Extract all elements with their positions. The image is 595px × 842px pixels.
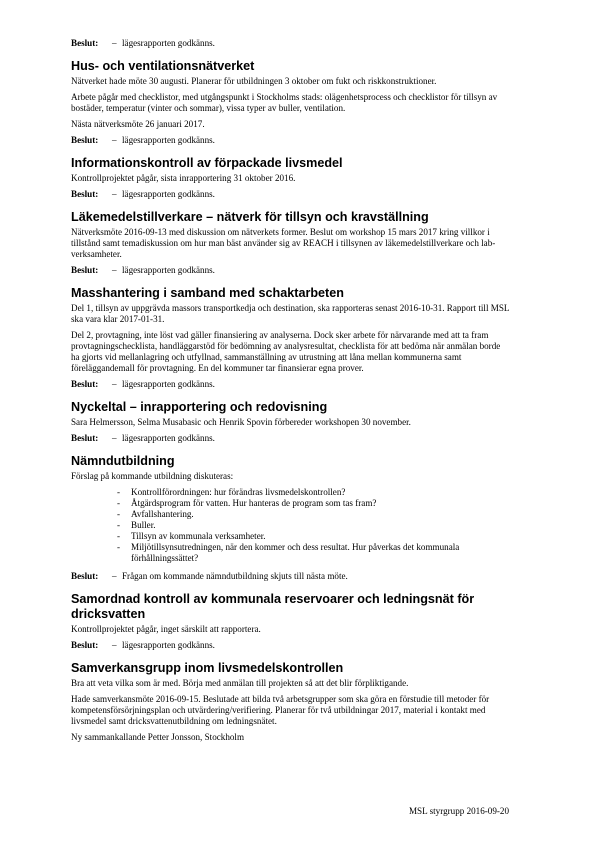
paragraph: Bra att veta vilka som är med. Börja med anmälan till projekten så att det blir förpliktigande. — [71, 678, 409, 688]
dash: – — [112, 189, 117, 199]
beslut-line — [71, 135, 511, 146]
list-item-text: Miljötillsynsutredningen, när den kommer och dess resultat. Hur påverkas det kommunala förhållningssättet? — [131, 542, 460, 563]
beslut-line — [71, 189, 511, 200]
beslut-label: Beslut: — [71, 571, 99, 581]
beslut-label: Beslut: — [71, 265, 99, 275]
section-masshantering — [71, 286, 511, 390]
section-samordnad-kontroll — [71, 592, 511, 651]
beslut-label: Beslut: — [71, 189, 99, 199]
paragraph: Nätverket hade möte 30 augusti. Planerar för utbildningen 3 oktober om fukt och riskkonstruktioner. — [71, 76, 437, 86]
beslut-text: lägesrapporten godkänns. — [122, 640, 215, 650]
beslut-line — [71, 265, 511, 276]
beslut-line — [71, 38, 511, 49]
paragraph: Sara Helmersson, Selma Musabasic och Henrik Spovin förbereder workshopen 30 november. — [71, 417, 411, 427]
list-item — [117, 542, 511, 564]
beslut-text: lägesrapporten godkänns. — [122, 135, 215, 145]
paragraph: Nästa nätverksmöte 26 januari 2017. — [71, 119, 205, 129]
beslut-line — [71, 571, 511, 582]
section-heading: Läkemedelstillverkare – nätverk för tillsyn och kravställning — [71, 210, 429, 224]
bullet-list — [71, 487, 511, 564]
list-item — [117, 487, 511, 498]
section-heading: Informationskontroll av förpackade livsmedel — [71, 156, 343, 170]
dash-bullet: - — [117, 531, 121, 541]
section-heading: Nämndutbildning — [71, 454, 175, 468]
dash: – — [112, 265, 117, 275]
beslut-text: Frågan om kommande nämndutbildning skjuts till nästa möte. — [122, 571, 348, 581]
paragraph: Del 2, provtagning, inte löst vad gäller finansiering av analyserna. Dock sker arbete för närvarande med att ta fram provtagningschecklista, handläggarstöd för bedömning av analysresultat, checklista för att bedöma när anmälan borde ha gjorts vid mellanlagring och utfyllnad, sammanställning av utrustning att låna mellan kommunerna samt föreläggandemall för provtagning. En del kommuner tar finansierar egna prover. — [71, 330, 501, 373]
paragraph: Arbete pågår med checklistor, med utgångspunkt i Stockholms stads: olägenhetsprocess och checklistor för tillsyn av bostäder, temperatur (vinter och sommar), vissa typer av buller, ventilation. — [71, 92, 498, 113]
document-page — [71, 38, 511, 748]
list-item — [117, 509, 511, 520]
paragraph: Ny sammankallande Petter Jonsson, Stockholm — [71, 732, 245, 742]
dash-bullet: - — [117, 520, 121, 530]
beslut-line — [71, 379, 511, 390]
list-item-text: Buller. — [131, 520, 156, 530]
section-info — [71, 156, 511, 200]
beslut-text: lägesrapporten godkänns. — [122, 265, 215, 275]
beslut-label: Beslut: — [71, 38, 99, 48]
dash: – — [112, 640, 117, 650]
dash-bullet: - — [117, 509, 121, 519]
section-heading: Samordnad kontroll av kommunala reservoarer och ledningsnät för dricksvatten — [71, 592, 475, 621]
beslut-label: Beslut: — [71, 640, 99, 650]
section-heading: Masshantering i samband med schaktarbeten — [71, 286, 344, 300]
dash: – — [112, 135, 117, 145]
list-item — [117, 520, 511, 531]
beslut-text: lägesrapporten godkänns. — [122, 38, 215, 48]
section-hus — [71, 59, 511, 146]
paragraph: Nätverksmöte 2016-09-13 med diskussion om nätverkets former. Beslut om workshop 15 mars 2017 kring villkor i tillstånd samt temadiskussion om hur man bäst använder sig av REACH i tillsynen av läkemedelstillverkare och lab-verksamheter. — [71, 227, 496, 259]
page-footer: MSL styrgrupp 2016-09-20 — [408, 806, 509, 816]
beslut-label: Beslut: — [71, 433, 99, 443]
section-nyckeltal — [71, 400, 511, 444]
dash-bullet: - — [117, 487, 121, 497]
list-item-text: Tillsyn av kommunala verksamheter. — [131, 531, 266, 541]
list-item-text: Kontrollförordningen: hur förändras livsmedelskontrollen? — [131, 487, 346, 497]
section-heading: Nyckeltal – inrapportering och redovisning — [71, 400, 328, 414]
paragraph: Hade samverkansmöte 2016-09-15. Beslutade att bilda två arbetsgrupper som ska göra en förstudie till metoder för kompetensförsörjningsplan och utvärdering/verifiering. Planerar för två utbildningar 2017, material i kontakt med livsmedel samt dricksvattenutbildning om ledningsnätet. — [71, 694, 490, 726]
beslut-line — [71, 640, 511, 651]
dash: – — [112, 379, 117, 389]
beslut-label: Beslut: — [71, 135, 99, 145]
paragraph: Kontrollprojektet pågår, sista inrapportering 31 oktober 2016. — [71, 173, 296, 183]
beslut-text: lägesrapporten godkänns. — [122, 379, 215, 389]
paragraph: Kontrollprojektet pågår, inget särskilt att rapportera. — [71, 624, 261, 634]
list-item-text: Åtgärdsprogram för vatten. Hur hanteras de program som tas fram? — [131, 498, 377, 508]
section-heading: Samverkansgrupp inom livsmedelskontrollen — [71, 661, 344, 675]
list-item — [117, 531, 511, 542]
beslut-line — [71, 433, 511, 444]
dash: – — [112, 571, 117, 581]
dash-bullet: - — [117, 498, 121, 508]
list-item — [117, 498, 511, 509]
beslut-label: Beslut: — [71, 379, 99, 389]
section-namndutbildning — [71, 454, 511, 582]
section-samverkansgrupp — [71, 661, 511, 743]
paragraph: Del 1, tillsyn av uppgrävda massors transportkedja och destination, ska rapporteras senast 2016-10-31. Rapport till MSL ska vara klar 2017-01-31. — [71, 303, 510, 324]
section-heading: Hus- och ventilationsnätverket — [71, 59, 255, 73]
paragraph: Förslag på kommande utbildning diskuteras: — [71, 471, 234, 481]
beslut-text: lägesrapporten godkänns. — [122, 189, 215, 199]
beslut-text: lägesrapporten godkänns. — [122, 433, 215, 443]
dash: – — [112, 433, 117, 443]
dash: – — [112, 38, 117, 48]
list-item-text: Avfallshantering. — [131, 509, 194, 519]
section-lakemedel — [71, 210, 511, 276]
dash-bullet: - — [117, 542, 121, 552]
